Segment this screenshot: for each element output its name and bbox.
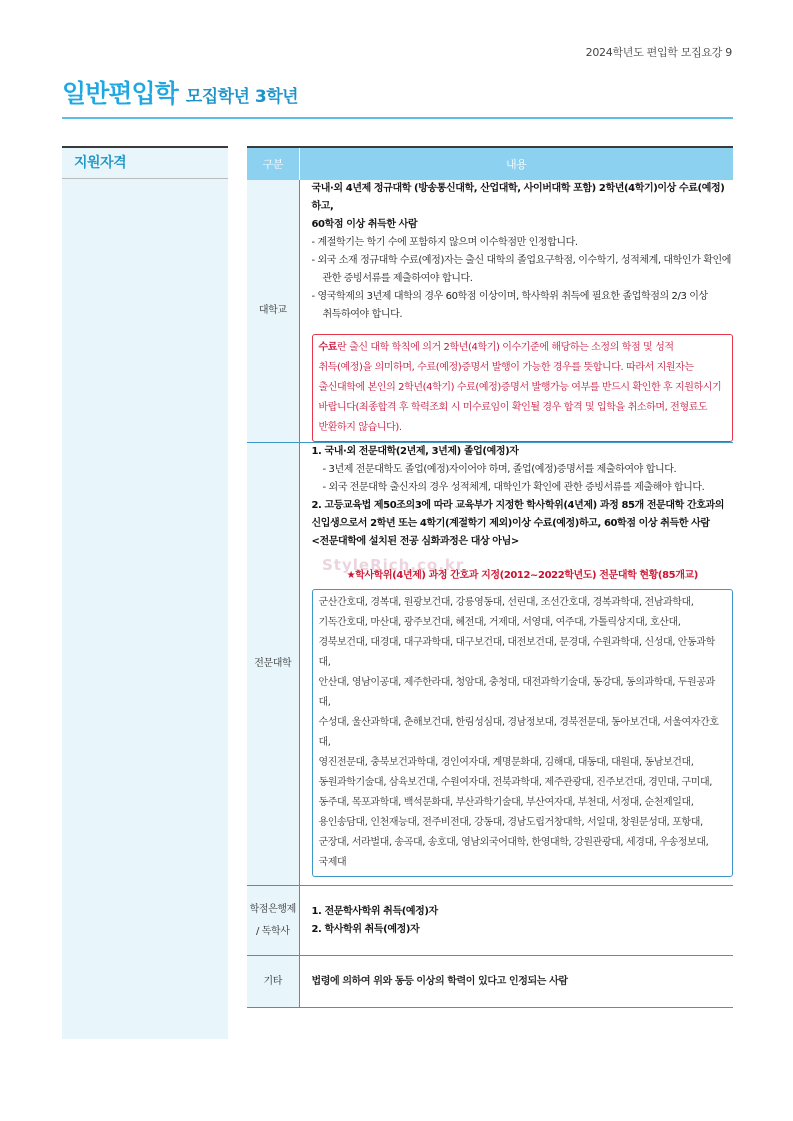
table-header-row [247,147,733,180]
page-header-label: 2024학년도 편입학 모집요강 9 [585,46,732,59]
title-main: 일반편입학 [62,79,178,108]
category-university: 대학교 [247,180,299,443]
university-note2a: - 외국 소재 정규대학 수료(예정)자는 출신 대학의 졸업요구학점, 이수학기, 성적체계, 대학인가 확인에 [311,255,732,266]
designated-college-list [312,589,733,877]
row-college [247,443,733,886]
school-list-line: 영진전문대, 충북보건과학대, 경인여자대, 계명문화대, 김해대, 대동대, 대원대, 동남보건대, [318,757,694,768]
completion-notice-box [312,334,733,442]
university-note3a: - 영국학제의 3년제 대학의 경우 60학점 이상이며, 학사학위 취득에 필요한 졸업학점의 2/3 이상 [311,291,708,302]
row-credit-bank [247,886,733,956]
category-credit-bank [247,886,299,956]
notice-line1: 란 출신 대학 학칙에 의거 2학년(4학기) 이수기준에 해당하는 소정의 학점 및 성적 [337,342,674,353]
college-item2-line2: 신입생으로서 2학년 또는 4학기(계절학기 제외)이상 수료(예정)하고, 60학점 이상 취득한 사람 [311,518,710,529]
sidebar-title: 지원자격 [62,146,228,179]
school-list-line: 기독간호대, 마산대, 광주보건대, 혜전대, 거제대, 서영대, 여주대, 가톨릭상지대, 호산대, [318,617,681,628]
notice-emphasis: 수료 [318,342,338,353]
school-list-line: 국제대 [318,857,347,868]
sidebar [62,146,228,1039]
title-divider [62,117,733,119]
content-other: 법령에 의하여 위와 동등 이상의 학력이 있다고 인정되는 사람 [299,956,733,1008]
college-item1: 1. 국내·외 전문대학(2년제, 3년제) 졸업(예정)자 [311,446,519,457]
row-other [247,956,733,1008]
credit-bank-item1: 1. 전문학사학위 취득(예정)자 [311,905,438,917]
content-university [299,180,733,443]
school-list-line: 안산대, 영남이공대, 제주한라대, 청암대, 충청대, 대전과학기술대, 동강대, 동의과학대, 두원공과대, [318,677,715,708]
school-list-line: 경북보건대, 대경대, 대구과학대, 대구보건대, 대전보건대, 문경대, 수원과학대, 신성대, 안동과학대, [318,637,715,668]
college-item2-line1: 2. 고등교육법 제50조의3에 따라 교육부가 지정한 학사학위(4년제) 과정 85개 전문대학 간호과의 [311,500,725,511]
page-title [62,74,298,110]
header-content: 내용 [299,147,733,180]
eligibility-table [247,146,733,1008]
notice-line5: 반환하지 않습니다). [318,422,402,433]
school-list-line: 군장대, 서라벌대, 송곡대, 송호대, 영남외국어대학, 한영대학, 강원관광대, 세경대, 우송정보대, [318,837,709,848]
category-credit-bank-line1: 학점은행제 [249,903,296,915]
school-list-line: 동주대, 목포과학대, 백석문화대, 부산과학기술대, 부산여자대, 부천대, 서정대, 순천제일대, [318,797,694,808]
credit-bank-item2: 2. 학사학위 취득(예정)자 [311,923,420,935]
college-item1-note1: - 3년제 전문대학도 졸업(예정)자이어야 하며, 졸업(예정)증명서를 제출하여야 합니다. [322,464,677,475]
category-college: 전문대학 [247,443,299,886]
university-note3b: 취득하여야 합니다. [322,309,403,320]
college-item2-line3: <전문대학에 설치된 전공 심화과정은 대상 아님> [311,536,519,547]
notice-line4: 바랍니다(최종합격 후 학력조회 시 미수료임이 확인될 경우 합격 및 입학을 취소하며, 전형료도 [318,402,708,413]
category-credit-bank-line2: / 독학사 [255,925,290,937]
university-requirement-line1: 국내·외 4년제 정규대학 (방송통신대학, 산업대학, 사이버대학 포함) 2학년(4학기)이상 수료(예정)하고, [311,183,725,212]
designated-college-note: ★학사학위(4년제) 과정 간호과 지정(2012~2022학년도) 전문대학 현황(85개교) [346,570,698,581]
school-list-line: 용인송담대, 인천재능대, 전주비전대, 강동대, 경남도립거창대학, 서일대, 창원문성대, 포항대, [318,817,703,828]
content-college [299,443,733,886]
school-list-line: 군산간호대, 경복대, 원광보건대, 강릉영동대, 선린대, 조선간호대, 경복과학대, 전남과학대, [318,597,694,608]
notice-line2: 취득(예정)을 의미하며, 수료(예정)증명서 발행이 가능한 경우를 뜻합니다. 따라서 지원자는 [318,362,694,373]
notice-line3: 출신대학에 본인의 2학년(4학기) 수료(예정)증명서 발행가능 여부를 반드시 확인한 후 지원하시기 [318,382,722,393]
category-other: 기타 [247,956,299,1008]
school-list-line: 동원과학기술대, 삼육보건대, 수원여자대, 전북과학대, 제주관광대, 진주보건대, 경민대, 구미대, [318,777,713,788]
school-list-line: 수성대, 울산과학대, 춘해보건대, 한림성심대, 경남정보대, 경북전문대, 동아보건대, 서울여자간호대, [318,717,719,748]
title-sub: 모집학년 3학년 [185,87,299,107]
university-note2b: 관한 증빙서류를 제출하여야 합니다. [322,273,473,284]
content-credit-bank [299,886,733,956]
college-item1-note2: - 외국 전문대학 출신자의 경우 성적체계, 대학인가 확인에 관한 증빙서류를 제출해야 합니다. [322,482,705,493]
university-requirement-line2: 60학점 이상 취득한 사람 [311,219,418,230]
header-category: 구분 [247,147,299,180]
university-note1: - 계절학기는 학기 수에 포함하지 않으며 이수학점만 인정합니다. [311,237,578,248]
row-university [247,180,733,443]
watermark-graphic: StyleRich.co.kr [322,556,465,574]
